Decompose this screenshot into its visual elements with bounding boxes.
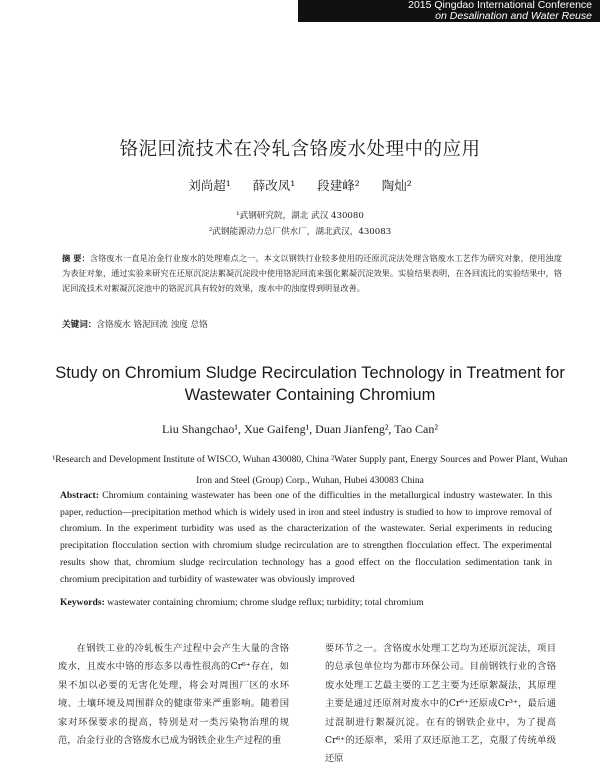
english-keywords-text: wastewater containing chromium; chrome sludge reflux; turbidity; total chromium (107, 597, 424, 608)
english-keywords-label: Keywords: (60, 597, 105, 608)
chinese-keywords (62, 318, 562, 330)
chinese-abstract (62, 251, 562, 296)
chinese-title: 铬泥回流技术在冷轧含铬废水处理中的应用 (119, 139, 481, 160)
chinese-abstract-label: 摘 要： (62, 253, 90, 263)
english-abstract-text: Chromium containing wastewater has been one of the difficulties in the metallurgical industry wastewater. In this paper, reduction—precipitation method which is widely used in iron and steel industry is studied to how to improve removal of chromium. In the experiment turbidity was used as the characterization of the wastewater. Serial experiments in reducing precipitation flocculation section with chromium sludge recirculation are to strengthen flocculation effect. The experimental results show that, chromium sludge recirculation technology has a good effect on the flocculation sedimentation tank in chromium precipitation and turbidity of wastewater was obviously improved (60, 490, 553, 585)
english-affiliation: ¹Research and Development Institute of WISCO, Wuhan 430080, China ²Water Supply pant, Energy Sources and Power Plant, Wuhan Iron and Steel (Group) Corp., Wuhan, Hubei 430083 China (52, 454, 568, 486)
chinese-affiliation-2: ²武钢能源动力总厂供水厂，湖北武汉，430083 (208, 227, 392, 237)
body-text-left-column: 在钢铁工业的冷轧板生产过程中会产生大量的含铬废水，且废水中铬的形态多以毒性很高的Cr⁶⁺存在，如果不加以必要的无害化处理，将会对周围厂区的水环境、土壤环境及周围群众的健康带来严重影响。随着国家对环保要求的提高，特别是对一类污染物治理的规范，冶金行业的含铬废水已成为钢铁企业生产过程的重 (58, 643, 289, 747)
english-keywords (60, 597, 552, 608)
chinese-keywords-text: 含铬废水 铬泥回流 浊度 总铬 (96, 320, 208, 330)
chinese-authors: 刘尚超¹ 薛改凤¹ 段建峰² 陶灿² (188, 178, 412, 193)
chinese-keywords-label: 关键词： (62, 320, 97, 330)
conference-header-line2: on Desalination and Water Reuse (435, 10, 592, 22)
english-title: Study on Chromium Sludge Recirculation Technology in Treatment for Wastewater Containing Chromium (55, 364, 565, 404)
english-abstract (60, 488, 552, 588)
conference-header-line1: 2015 Qingdao International Conference (408, 0, 592, 11)
chinese-affiliation-1: ¹武钢研究院，湖北 武汉 430080 (236, 211, 364, 221)
english-authors: Liu Shangchao¹, Xue Gaifeng¹, Duan Jianfeng², Tao Can² (162, 422, 438, 436)
body-text-right-column: 要环节之一。含铬废水处理工艺均为还原沉淀法，项目的总承包单位均为都市环保公司。目前钢铁行业的含铬废水处理工艺最主要的工艺主要为还原絮凝法，其原理主要是通过还原剂对废水中的Cr⁶⁺还原成Cr³⁺，最后通过混制进行絮凝沉淀。在有的钢铁企业中，为了提高Cr⁶⁺的还原率，采用了双还原池工艺，克服了传统单级还原 (325, 643, 556, 765)
chinese-abstract-text: 含铬废水一直是冶金行业废水的处理难点之一。本文以钢铁行业较多使用的还原沉淀法处理含铬废水工艺作为研究对象，使用浊度为表征对象，通过实验来研究在还原沉淀法絮凝沉淀段中使用铬泥回流来强化絮凝沉淀效果。实验结果表明，在各回流比的实验结果中，铬泥回流技术对絮凝沉淀池中的铬泥沉具有较好的效果，废水中的浊度得到明显改善。 (62, 253, 562, 293)
english-abstract-label: Abstract: (60, 490, 99, 501)
